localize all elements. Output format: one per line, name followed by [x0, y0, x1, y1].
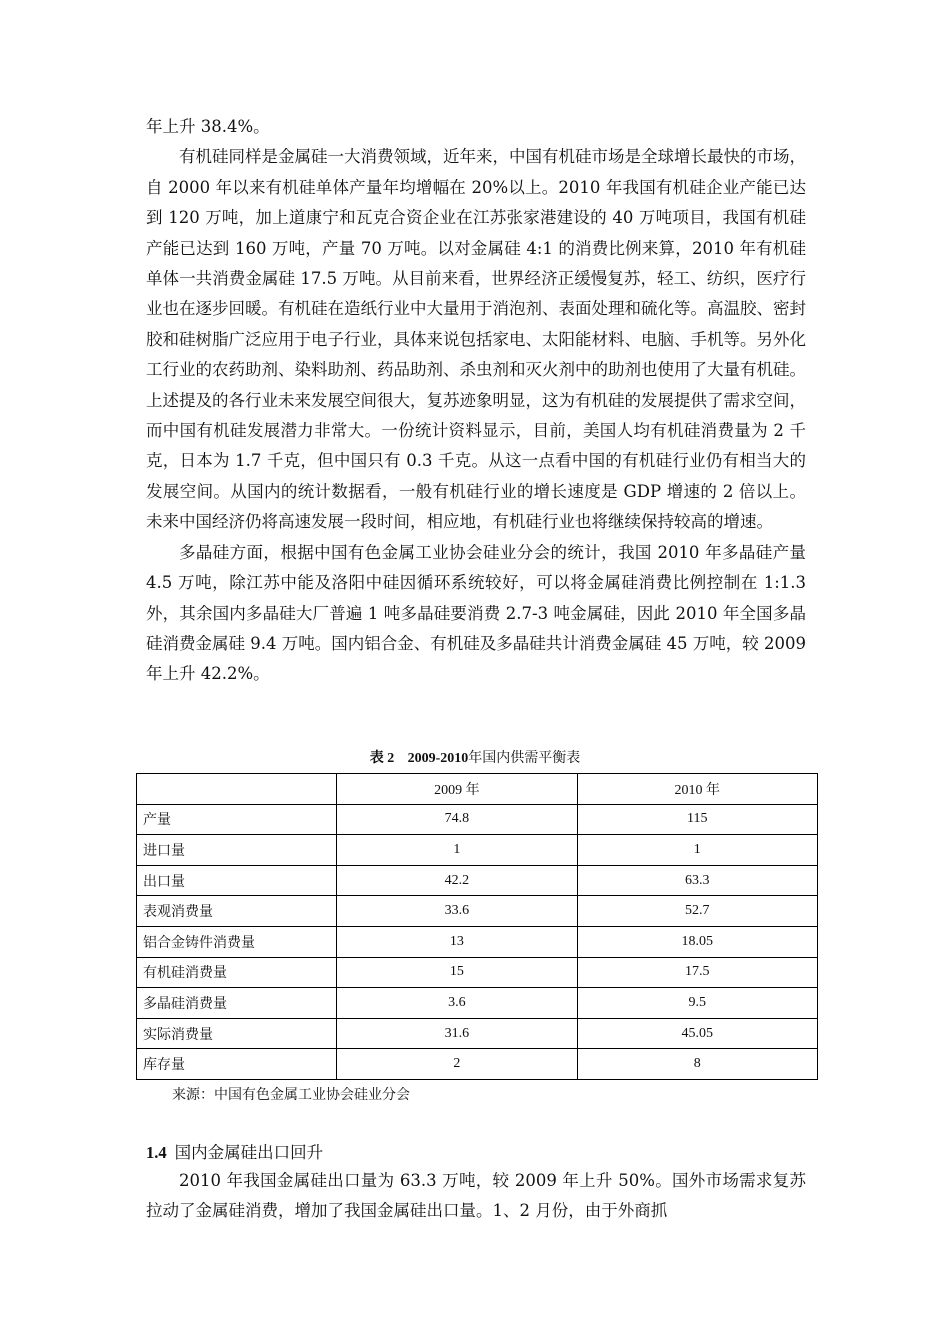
cell-2009: 15 [337, 957, 577, 988]
table-row [137, 1018, 818, 1049]
table-row [137, 988, 818, 1019]
paragraph-export: 2010 年我国金属硅出口量为 63.3 万吨，较 2009 年上升 50%。国外市场需求复苏拉动了金属硅消费，增加了我国金属硅出口量。1、2 月份，由于外商抓 [146, 1171, 806, 1221]
cell-2010: 1 [577, 835, 817, 866]
section-number: 1.4 [146, 1143, 167, 1162]
cell-2010: 115 [577, 804, 817, 835]
table-caption-range: 2009-2010 [407, 751, 469, 766]
body-text-top [146, 112, 806, 690]
paragraph-organosilicon: 有机硅同样是金属硅一大消费领域，近年来，中国有机硅市场是全球增长最快的市场，自 2000 年以来有机硅单体产量年均增幅在 20%以上。2010 年我国有机硅企业产能已达到 120 万吨，加上道康宁和瓦克合资企业在江苏张家港建设的 40 万吨项目，我国有机硅产能已达到 160 万吨，产量 70 万吨。以对金属硅 4:1 的消费比例来算，2010 年有机硅单体一共消费金属硅 17.5 万吨。从目前来看，世界经济正缓慢复苏，轻工、纺织，医疗行业也在逐步回暖。有机硅在造纸行业中大量用于消泡剂、表面处理和硫化等。高温胶、密封胶和硅树脂广泛应用于电子行业，具体来说包括家电、太阳能材料、电脑、手机等。另外化工行业的农药助剂、染料助剂、药品助剂、杀虫剂和灭火剂中的助剂也使用了大量有机硅。上述提及的各行业未来发展空间很大，复苏迹象明显，这为有机硅的发展提供了需求空间，而中国有机硅发展潜力非常大。一份统计资料显示，目前，美国人均有机硅消费量为 2 千克，日本为 1.7 千克，但中国只有 0.3 千克。从这一点看中国的有机硅行业仍有相当大的发展空间。从国内的统计数据看，一般有机硅行业的增长速度是 GDP 增速的 2 倍以上。未来中国经济仍将高速发展一段时间，相应地，有机硅行业也将继续保持较高的增速。 [146, 147, 806, 532]
table-header-row [137, 774, 818, 805]
cell-2010: 63.3 [577, 865, 817, 896]
row-label: 实际消费量 [137, 1018, 337, 1049]
table-row [137, 896, 818, 927]
cell-2009: 33.6 [337, 896, 577, 927]
cell-2009: 13 [337, 926, 577, 957]
table-caption [0, 748, 950, 769]
row-label: 产量 [137, 804, 337, 835]
paragraph-polysilicon: 多晶硅方面，根据中国有色金属工业协会硅业分会的统计，我国 2010 年多晶硅产量 4.5 万吨，除江苏中能及洛阳中硅因循环系统较好，可以将金属硅消费比例控制在 1:1.3 外，其余国内多晶硅大厂普遍 1 吨多晶硅要消费 2.7-3 吨金属硅，因此 2010 年全国多晶硅消费金属硅 9.4 万吨。国内铝合金、有机硅及多晶硅共计消费金属硅 45 万吨，较 2009 年上升 42.2%。 [146, 542, 806, 684]
paragraph-continuation: 年上升 38.4%。 [146, 117, 270, 136]
section-title: 国内金属硅出口回升 [174, 1143, 324, 1162]
table-row [137, 865, 818, 896]
row-label: 进口量 [137, 835, 337, 866]
cell-2010: 8 [577, 1049, 817, 1080]
row-label: 库存量 [137, 1049, 337, 1080]
row-label: 表观消费量 [137, 896, 337, 927]
table-header-2010: 2010 年 [577, 774, 817, 805]
cell-2010: 45.05 [577, 1018, 817, 1049]
cell-2010: 17.5 [577, 957, 817, 988]
table-row [137, 804, 818, 835]
cell-2009: 74.8 [337, 804, 577, 835]
row-label: 出口量 [137, 865, 337, 896]
cell-2009: 31.6 [337, 1018, 577, 1049]
cell-2010: 18.05 [577, 926, 817, 957]
table-header-blank [137, 774, 337, 805]
table-caption-number: 表 2 [369, 751, 395, 766]
table-row [137, 1049, 818, 1080]
row-label: 多晶硅消费量 [137, 988, 337, 1019]
supply-demand-table [136, 773, 818, 1080]
table-row [137, 957, 818, 988]
row-label: 铝合金铸件消费量 [137, 926, 337, 957]
cell-2009: 1 [337, 835, 577, 866]
table-source-note: 来源：中国有色金属工业协会硅业分会 [172, 1087, 410, 1103]
row-label: 有机硅消费量 [137, 957, 337, 988]
cell-2009: 42.2 [337, 865, 577, 896]
table-header-2009: 2009 年 [337, 774, 577, 805]
body-text-bottom [146, 1166, 806, 1227]
cell-2009: 3.6 [337, 988, 577, 1019]
section-heading [146, 1140, 323, 1166]
table-row [137, 926, 818, 957]
table-row [137, 835, 818, 866]
cell-2010: 9.5 [577, 988, 817, 1019]
table-caption-text: 年国内供需平衡表 [468, 750, 581, 766]
cell-2010: 52.7 [577, 896, 817, 927]
cell-2009: 2 [337, 1049, 577, 1080]
